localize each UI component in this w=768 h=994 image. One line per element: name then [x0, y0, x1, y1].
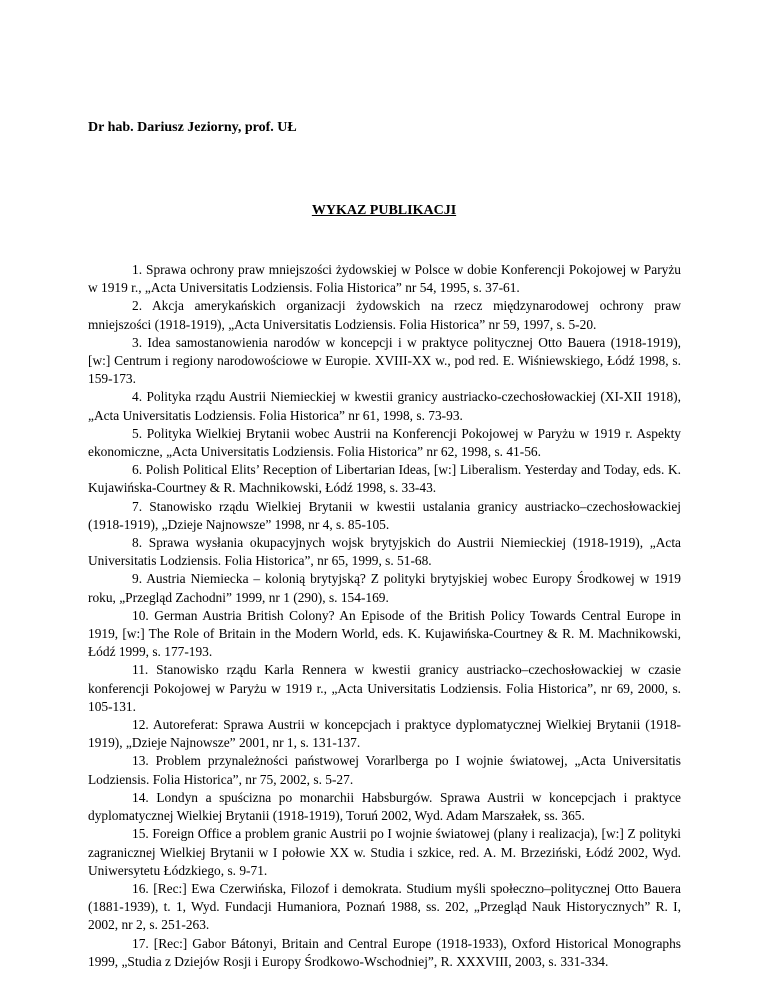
publication-item: 9. Austria Niemiecka – kolonią brytyjską? Z polityki brytyjskiej wobec Europy Środkowej w 1919 roku, „Przegląd Zachodni” 1999, nr 1 (290), s. 154-169.	[88, 571, 681, 605]
document-title: WYKAZ PUBLIKACJI	[311, 203, 457, 218]
publication-item: 12. Autoreferat: Sprawa Austrii w koncepcjach i praktyce dyplomatycznej Wielkiej Brytanii (1918-1919), „Dzieje Najnowsze” 2001, nr 1, s. 131-137.	[88, 717, 681, 751]
publication-item: 7. Stanowisko rządu Wielkiej Brytanii w kwestii ustalania granicy austriacko–czechosłowackiej (1918-1919), „Dzieje Najnowsze” 1998, nr 4, s. 85-105.	[88, 498, 681, 532]
publication-item: 5. Polityka Wielkiej Brytanii wobec Austrii na Konferencji Pokojowej w Paryżu w 1919 r. Aspekty ekonomiczne, „Acta Universitatis Lodziensis. Folia Historica” nr 62, 1998, s. 41-56.	[88, 425, 681, 460]
publication-item: 1. Sprawa ochrony praw mniejszości żydowskiej w Polsce w dobie Konferencji Pokojowej w Paryżu w 1919 r., „Acta Universitatis Lodziensis. Folia Historica” nr 54, 1995, s. 37-61.	[88, 262, 681, 296]
publication-item: 17. [Rec:] Gabor Bátonyi, Britain and Central Europe (1918-1933), Oxford Historical Monographs 1999, „Studia z Dziejów Rosji i Europy Środkowo-Wschodniej”, R. XXXVIII, 2003, s. 331-334.	[88, 935, 681, 969]
publication-item: 8. Sprawa wysłania okupacyjnych wojsk brytyjskich do Austrii Niemieckiej (1918-1919), „Acta Universitatis Lodziensis. Folia Historica”, nr 65, 1999, s. 51-68.	[88, 535, 681, 569]
publication-item: 4. Polityka rządu Austrii Niemieckiej w kwestii granicy austriacko-czechosłowackiej (XI-XII 1918), „Acta Universitatis Lodziensis. Folia Historica” nr 61, 1998, s. 73-93.	[88, 389, 681, 423]
publication-item: 14. Londyn a spuścizna po monarchii Habsburgów. Sprawa Austrii w koncepcjach i praktyce dyplomatycznej Wielkiej Brytanii (1918-1919), Toruń 2002, Wyd. Adam Marszałek, ss. 365.	[88, 789, 681, 824]
publication-item: 10. German Austria British Colony? An Episode of the British Policy Towards Central Europe in 1919, [w:] The Role of Britain in the Modern World, eds. K. Kujawińska-Courtney & R. M. Machnikowski, Łódź 1999, s. 177-193.	[88, 607, 681, 660]
publication-item: 6. Polish Political Elits’ Reception of Libertarian Ideas, [w:] Liberalism. Yesterday and Today, eds. K. Kujawińska-Courtney & R. Machnikowski, Łódź 1998, s. 33-43.	[88, 462, 681, 496]
publication-item: 15. Foreign Office a problem granic Austrii po I wojnie światowej (plany i realizacja), [w:] Z polityki zagranicznej Wielkiej Brytanii w I połowie XX w. Studia i szkice, red. A. M. Brzeziński, Łódź 2002, Wyd. Uniwersytetu Łódzkiego, s. 9-71.	[88, 826, 681, 878]
publication-list	[88, 261, 681, 971]
publication-item: 3. Idea samostanowienia narodów w koncepcji i w praktyce politycznej Otto Bauera (1918-1919), [w:] Centrum i regiony narodowościowe w Europie. XVIII-XX w., pod red. E. Wiśniewskiego, Łódź 1998, s. 159-173.	[88, 334, 681, 387]
publication-item: 2. Akcja amerykańskich organizacji żydowskich na rzecz międzynarodowej ochrony praw mniejszości (1918-1919), „Acta Universitatis Lodziensis. Folia Historica” nr 59, 1997, s. 5-20.	[88, 298, 681, 332]
publication-item: 13. Problem przynależności państwowej Vorarlberga po I wojnie światowej, „Acta Universitatis Lodziensis. Folia Historica”, nr 75, 2002, s. 5-27.	[88, 753, 681, 787]
author-line: Dr hab. Dariusz Jeziorny, prof. UŁ	[88, 120, 297, 135]
publication-item: 11. Stanowisko rządu Karla Rennera w kwestii granicy austriacko–czechosłowackiej w czasie konferencji Pokojowej w Paryżu w 1919 r., „Acta Universitatis Lodziensis. Folia Historica”, nr 69, 2000, s. 105-131.	[88, 662, 681, 714]
publication-item: 16. [Rec:] Ewa Czerwińska, Filozof i demokrata. Studium myśli społeczno–politycznej Otto Bauera (1881-1939), t. 1, Wyd. Fundacji Humaniora, Poznań 1988, ss. 202, „Przegląd Nauk Historycznych” R. I, 2002, nr 2, s. 251-263.	[88, 880, 681, 933]
